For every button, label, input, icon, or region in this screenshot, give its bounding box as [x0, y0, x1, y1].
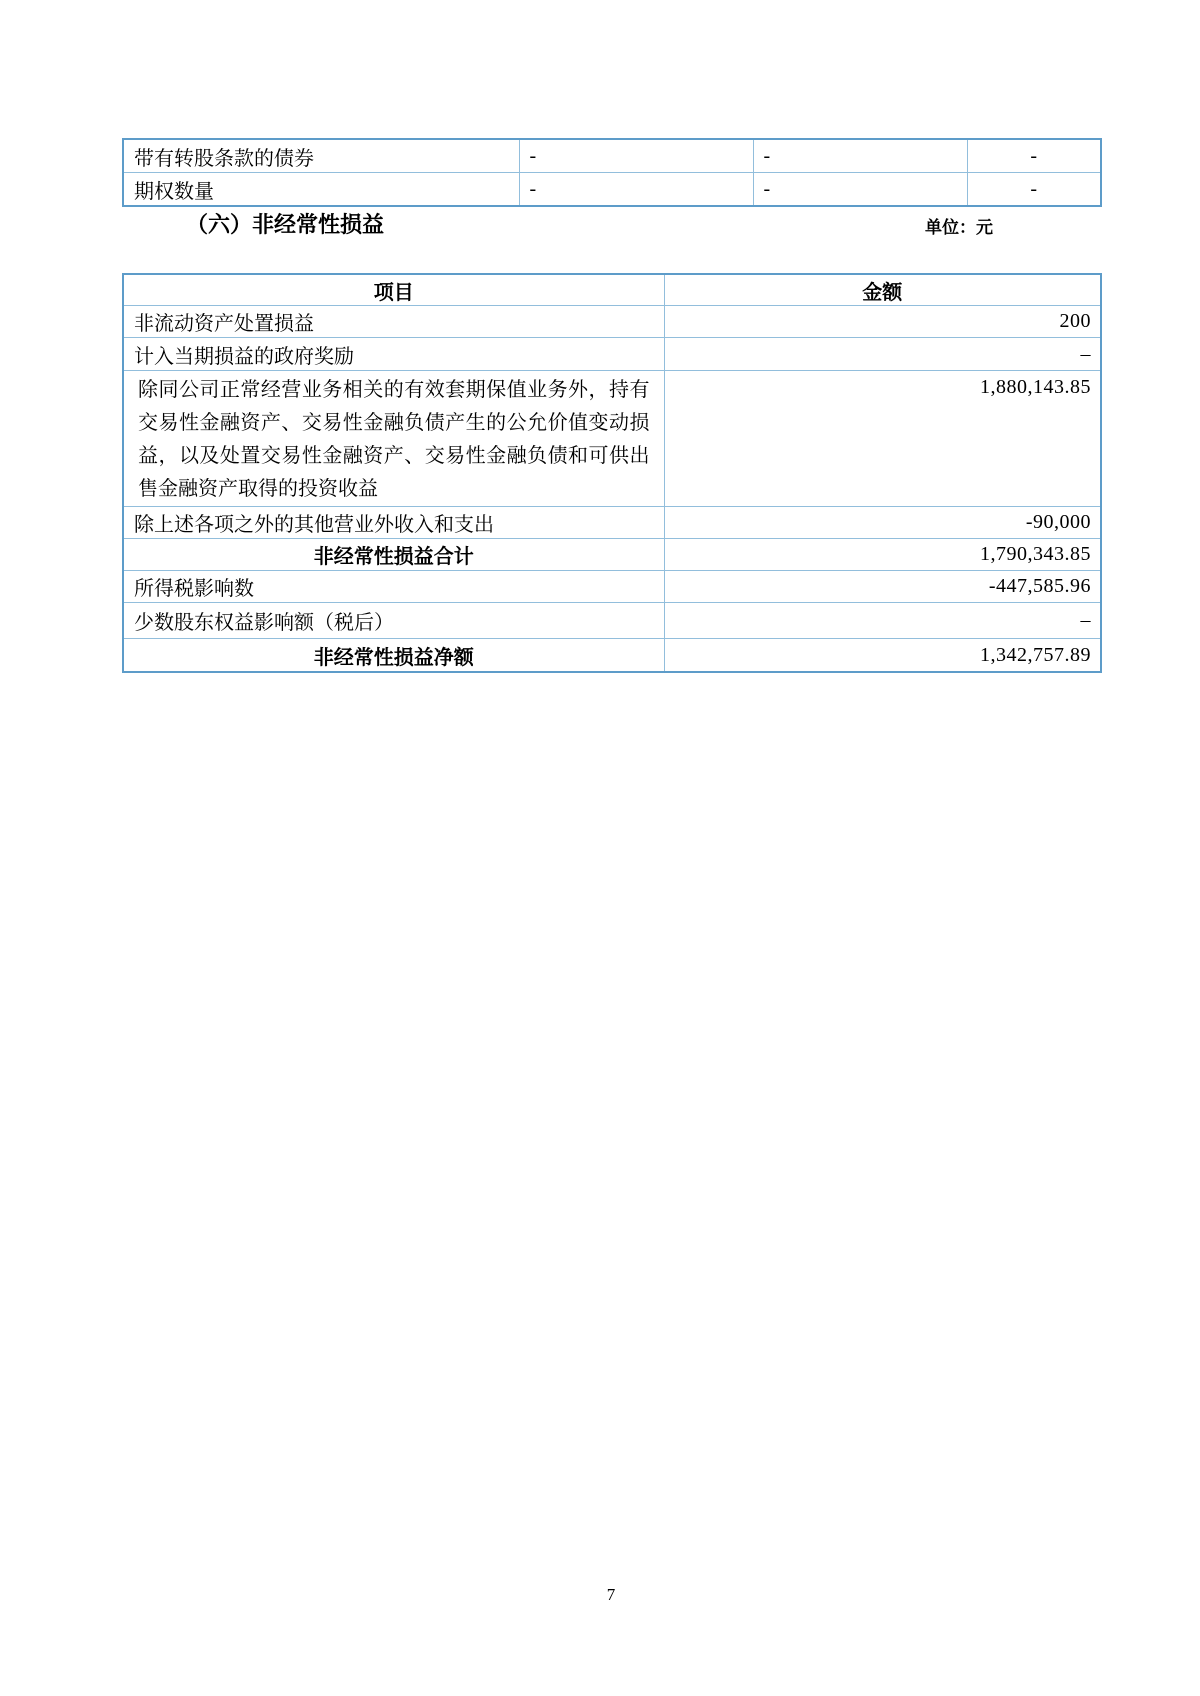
unit-label: 单位：元 — [925, 218, 993, 237]
noneop-table — [122, 273, 1102, 673]
row-amount-cell: -90,000 — [664, 507, 1101, 539]
row-amount-cell: 1,790,343.85 — [664, 539, 1101, 571]
row-label-cell: 计入当期损益的政府奖励 — [123, 338, 664, 371]
table-row — [123, 507, 1101, 539]
row-amount-cell: 200 — [664, 306, 1101, 338]
table-row — [123, 338, 1101, 371]
page-number: 7 — [606, 1585, 616, 1604]
row-label-cell: 非流动资产处置损益 — [123, 306, 664, 338]
table-row — [123, 603, 1101, 639]
table-row — [123, 571, 1101, 603]
row-label-cell: 除同公司正常经营业务相关的有效套期保值业务外，持有交易性金融资产、交易性金融负债产生的公允价值变动损益，以及处置交易性金融资产、交易性金融负债和可供出售金融资产取得的投资收益 — [123, 371, 664, 507]
col-header-amount: 金额 — [664, 274, 1101, 306]
section-heading: （六）非经常性损益 — [186, 212, 385, 237]
row-label-cell: 期权数量 — [123, 173, 519, 207]
row-label-cell: 所得税影响数 — [123, 571, 664, 603]
row-label-cell: 非经常性损益净额 — [123, 639, 664, 673]
row-value-cell: - — [519, 173, 753, 207]
table-row-net-total — [123, 639, 1101, 673]
table-row — [123, 371, 1101, 507]
row-amount-cell: – — [664, 603, 1101, 639]
row-value-cell: - — [753, 139, 967, 173]
carryover-table — [122, 138, 1102, 207]
table-row — [123, 139, 1101, 173]
table-row — [123, 173, 1101, 207]
row-label-cell: 少数股东权益影响额（税后） — [123, 603, 664, 639]
row-label-cell: 非经常性损益合计 — [123, 539, 664, 571]
row-amount-cell: -447,585.96 — [664, 571, 1101, 603]
row-amount-cell: 1,880,143.85 — [664, 371, 1101, 507]
row-value-cell: - — [753, 173, 967, 207]
row-label-cell: 除上述各项之外的其他营业外收入和支出 — [123, 507, 664, 539]
row-label-cell: 带有转股条款的债券 — [123, 139, 519, 173]
row-value-cell: - — [967, 173, 1101, 207]
row-amount-cell: – — [664, 338, 1101, 371]
table-row-total — [123, 539, 1101, 571]
row-value-cell: - — [519, 139, 753, 173]
table-header-row — [123, 274, 1101, 306]
table-row — [123, 306, 1101, 338]
row-amount-cell: 1,342,757.89 — [664, 639, 1101, 673]
row-value-cell: - — [967, 139, 1101, 173]
col-header-item: 项目 — [123, 274, 664, 306]
